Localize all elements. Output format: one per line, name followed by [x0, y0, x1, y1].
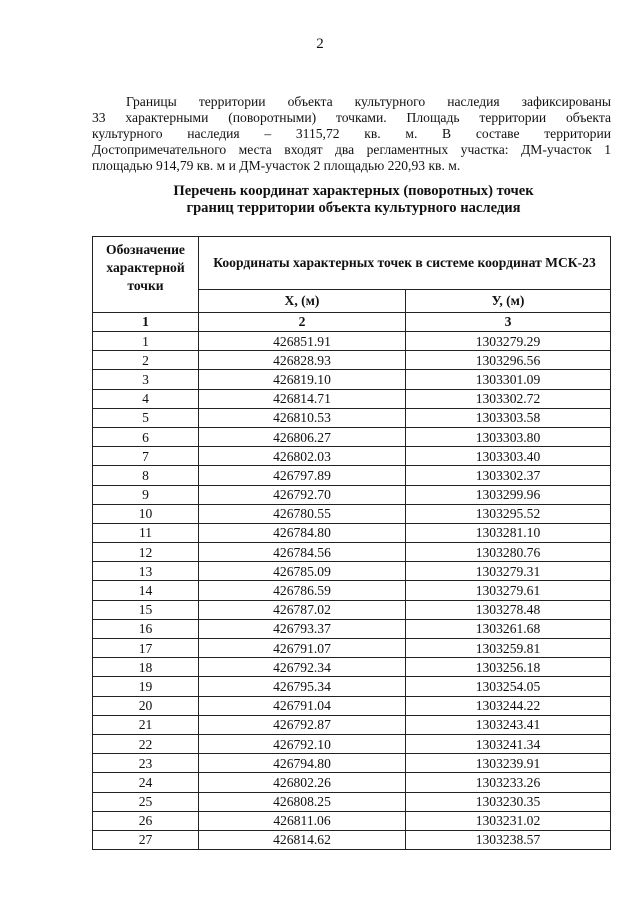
- x-coordinate-cell: 426814.62: [199, 830, 406, 849]
- header-coordinates: Координаты характерных точек в системе координат МСК-23: [199, 237, 611, 290]
- x-coordinate-cell: 426780.55: [199, 504, 406, 523]
- y-coordinate-cell: 1303238.57: [406, 830, 611, 849]
- table-row: [93, 466, 611, 485]
- table-row: [93, 523, 611, 542]
- x-coordinate-cell: 426814.71: [199, 389, 406, 408]
- x-coordinate-cell: 426797.89: [199, 466, 406, 485]
- x-coordinate-cell: 426828.93: [199, 351, 406, 370]
- table-row: [93, 639, 611, 658]
- table-row: [93, 677, 611, 696]
- y-coordinate-cell: 1303241.34: [406, 734, 611, 753]
- table-heading-line: Перечень координат характерных (поворотных) точек: [173, 183, 534, 199]
- intro-line: площадью 914,79 кв. м и ДМ-участок 2 площадью 220,93 кв. м.: [92, 158, 461, 173]
- x-coordinate-cell: 426786.59: [199, 581, 406, 600]
- point-number-cell: 22: [93, 734, 199, 753]
- table-heading: [90, 183, 617, 217]
- y-coordinate-cell: 1303301.09: [406, 370, 611, 389]
- y-coordinate-cell: 1303303.80: [406, 427, 611, 446]
- x-coordinate-cell: 426802.26: [199, 773, 406, 792]
- y-coordinate-cell: 1303281.10: [406, 523, 611, 542]
- table-row: [93, 562, 611, 581]
- table-row: [93, 715, 611, 734]
- y-coordinate-cell: 1303259.81: [406, 639, 611, 658]
- column-number: 2: [199, 313, 406, 332]
- table-row: [93, 754, 611, 773]
- y-coordinate-cell: 1303303.58: [406, 408, 611, 427]
- table-row: [93, 485, 611, 504]
- x-coordinate-cell: 426792.34: [199, 658, 406, 677]
- x-coordinate-cell: 426793.37: [199, 619, 406, 638]
- table-row: [93, 389, 611, 408]
- y-coordinate-cell: 1303244.22: [406, 696, 611, 715]
- y-coordinate-cell: 1303243.41: [406, 715, 611, 734]
- y-coordinate-cell: 1303233.26: [406, 773, 611, 792]
- intro-paragraph: [92, 94, 611, 174]
- table-row: [93, 543, 611, 562]
- header-designation: Обозначение характерной точки: [93, 237, 199, 313]
- y-coordinate-cell: 1303299.96: [406, 485, 611, 504]
- point-number-cell: 7: [93, 447, 199, 466]
- x-coordinate-cell: 426785.09: [199, 562, 406, 581]
- point-number-cell: 8: [93, 466, 199, 485]
- y-coordinate-cell: 1303230.35: [406, 792, 611, 811]
- table-row: [93, 792, 611, 811]
- point-number-cell: 10: [93, 504, 199, 523]
- y-coordinate-cell: 1303302.37: [406, 466, 611, 485]
- point-number-cell: 27: [93, 830, 199, 849]
- x-coordinate-cell: 426810.53: [199, 408, 406, 427]
- x-coordinate-cell: 426794.80: [199, 754, 406, 773]
- table-row: [93, 830, 611, 849]
- intro-line: 33 характерными (поворотными) точками. Площадь территории объекта: [92, 110, 611, 125]
- point-number-cell: 2: [93, 351, 199, 370]
- table-row: [93, 370, 611, 389]
- intro-line: Достопримечательного места входят два регламентных участка: ДМ-участок 1: [92, 142, 611, 157]
- x-coordinate-cell: 426792.87: [199, 715, 406, 734]
- point-number-cell: 19: [93, 677, 199, 696]
- y-coordinate-cell: 1303302.72: [406, 389, 611, 408]
- point-number-cell: 25: [93, 792, 199, 811]
- point-number-cell: 26: [93, 811, 199, 830]
- y-coordinate-cell: 1303279.29: [406, 332, 611, 351]
- x-coordinate-cell: 426851.91: [199, 332, 406, 351]
- y-coordinate-cell: 1303256.18: [406, 658, 611, 677]
- point-number-cell: 24: [93, 773, 199, 792]
- table-row: [93, 332, 611, 351]
- x-coordinate-cell: 426784.80: [199, 523, 406, 542]
- x-coordinate-cell: 426802.03: [199, 447, 406, 466]
- y-coordinate-cell: 1303279.31: [406, 562, 611, 581]
- x-coordinate-cell: 426819.10: [199, 370, 406, 389]
- x-coordinate-cell: 426806.27: [199, 427, 406, 446]
- point-number-cell: 11: [93, 523, 199, 542]
- point-number-cell: 4: [93, 389, 199, 408]
- point-number-cell: 20: [93, 696, 199, 715]
- point-number-cell: 21: [93, 715, 199, 734]
- y-coordinate-cell: 1303280.76: [406, 543, 611, 562]
- y-coordinate-cell: 1303278.48: [406, 600, 611, 619]
- table-heading-line: границ территории объекта культурного наследия: [186, 200, 521, 216]
- y-coordinate-cell: 1303296.56: [406, 351, 611, 370]
- point-number-cell: 5: [93, 408, 199, 427]
- table-row: [93, 447, 611, 466]
- coordinates-table: [92, 236, 611, 850]
- x-coordinate-cell: 426795.34: [199, 677, 406, 696]
- point-number-cell: 18: [93, 658, 199, 677]
- table-body: [93, 332, 611, 850]
- x-coordinate-cell: 426791.07: [199, 639, 406, 658]
- point-number-cell: 16: [93, 619, 199, 638]
- point-number-cell: 6: [93, 427, 199, 446]
- y-coordinate-cell: 1303239.91: [406, 754, 611, 773]
- x-coordinate-cell: 426791.04: [199, 696, 406, 715]
- table-row: [93, 427, 611, 446]
- table-row: [93, 734, 611, 753]
- intro-line: Границы территории объекта культурного наследия зафиксированы: [126, 94, 611, 109]
- point-number-cell: 3: [93, 370, 199, 389]
- table-row: [93, 351, 611, 370]
- point-number-cell: 13: [93, 562, 199, 581]
- table-row: [93, 504, 611, 523]
- header-x: X, (м): [199, 289, 406, 312]
- header-y: У, (м): [406, 289, 611, 312]
- y-coordinate-cell: 1303295.52: [406, 504, 611, 523]
- point-number-cell: 14: [93, 581, 199, 600]
- page-number: 2: [316, 36, 324, 52]
- table-row: [93, 600, 611, 619]
- x-coordinate-cell: 426811.06: [199, 811, 406, 830]
- x-coordinate-cell: 426808.25: [199, 792, 406, 811]
- y-coordinate-cell: 1303303.40: [406, 447, 611, 466]
- point-number-cell: 23: [93, 754, 199, 773]
- table-row: [93, 581, 611, 600]
- point-number-cell: 9: [93, 485, 199, 504]
- column-number: 1: [93, 313, 199, 332]
- column-number: 3: [406, 313, 611, 332]
- y-coordinate-cell: 1303231.02: [406, 811, 611, 830]
- point-number-cell: 1: [93, 332, 199, 351]
- point-number-cell: 17: [93, 639, 199, 658]
- table-row: [93, 811, 611, 830]
- y-coordinate-cell: 1303254.05: [406, 677, 611, 696]
- point-number-cell: 15: [93, 600, 199, 619]
- point-number-cell: 12: [93, 543, 199, 562]
- y-coordinate-cell: 1303261.68: [406, 619, 611, 638]
- x-coordinate-cell: 426787.02: [199, 600, 406, 619]
- y-coordinate-cell: 1303279.61: [406, 581, 611, 600]
- table-row: [93, 696, 611, 715]
- table-row: [93, 773, 611, 792]
- x-coordinate-cell: 426792.10: [199, 734, 406, 753]
- x-coordinate-cell: 426792.70: [199, 485, 406, 504]
- x-coordinate-cell: 426784.56: [199, 543, 406, 562]
- intro-line: культурного наследия – 3115,72 кв. м. В составе территории: [92, 126, 611, 141]
- table-row: [93, 658, 611, 677]
- table-row: [93, 408, 611, 427]
- table-row: [93, 619, 611, 638]
